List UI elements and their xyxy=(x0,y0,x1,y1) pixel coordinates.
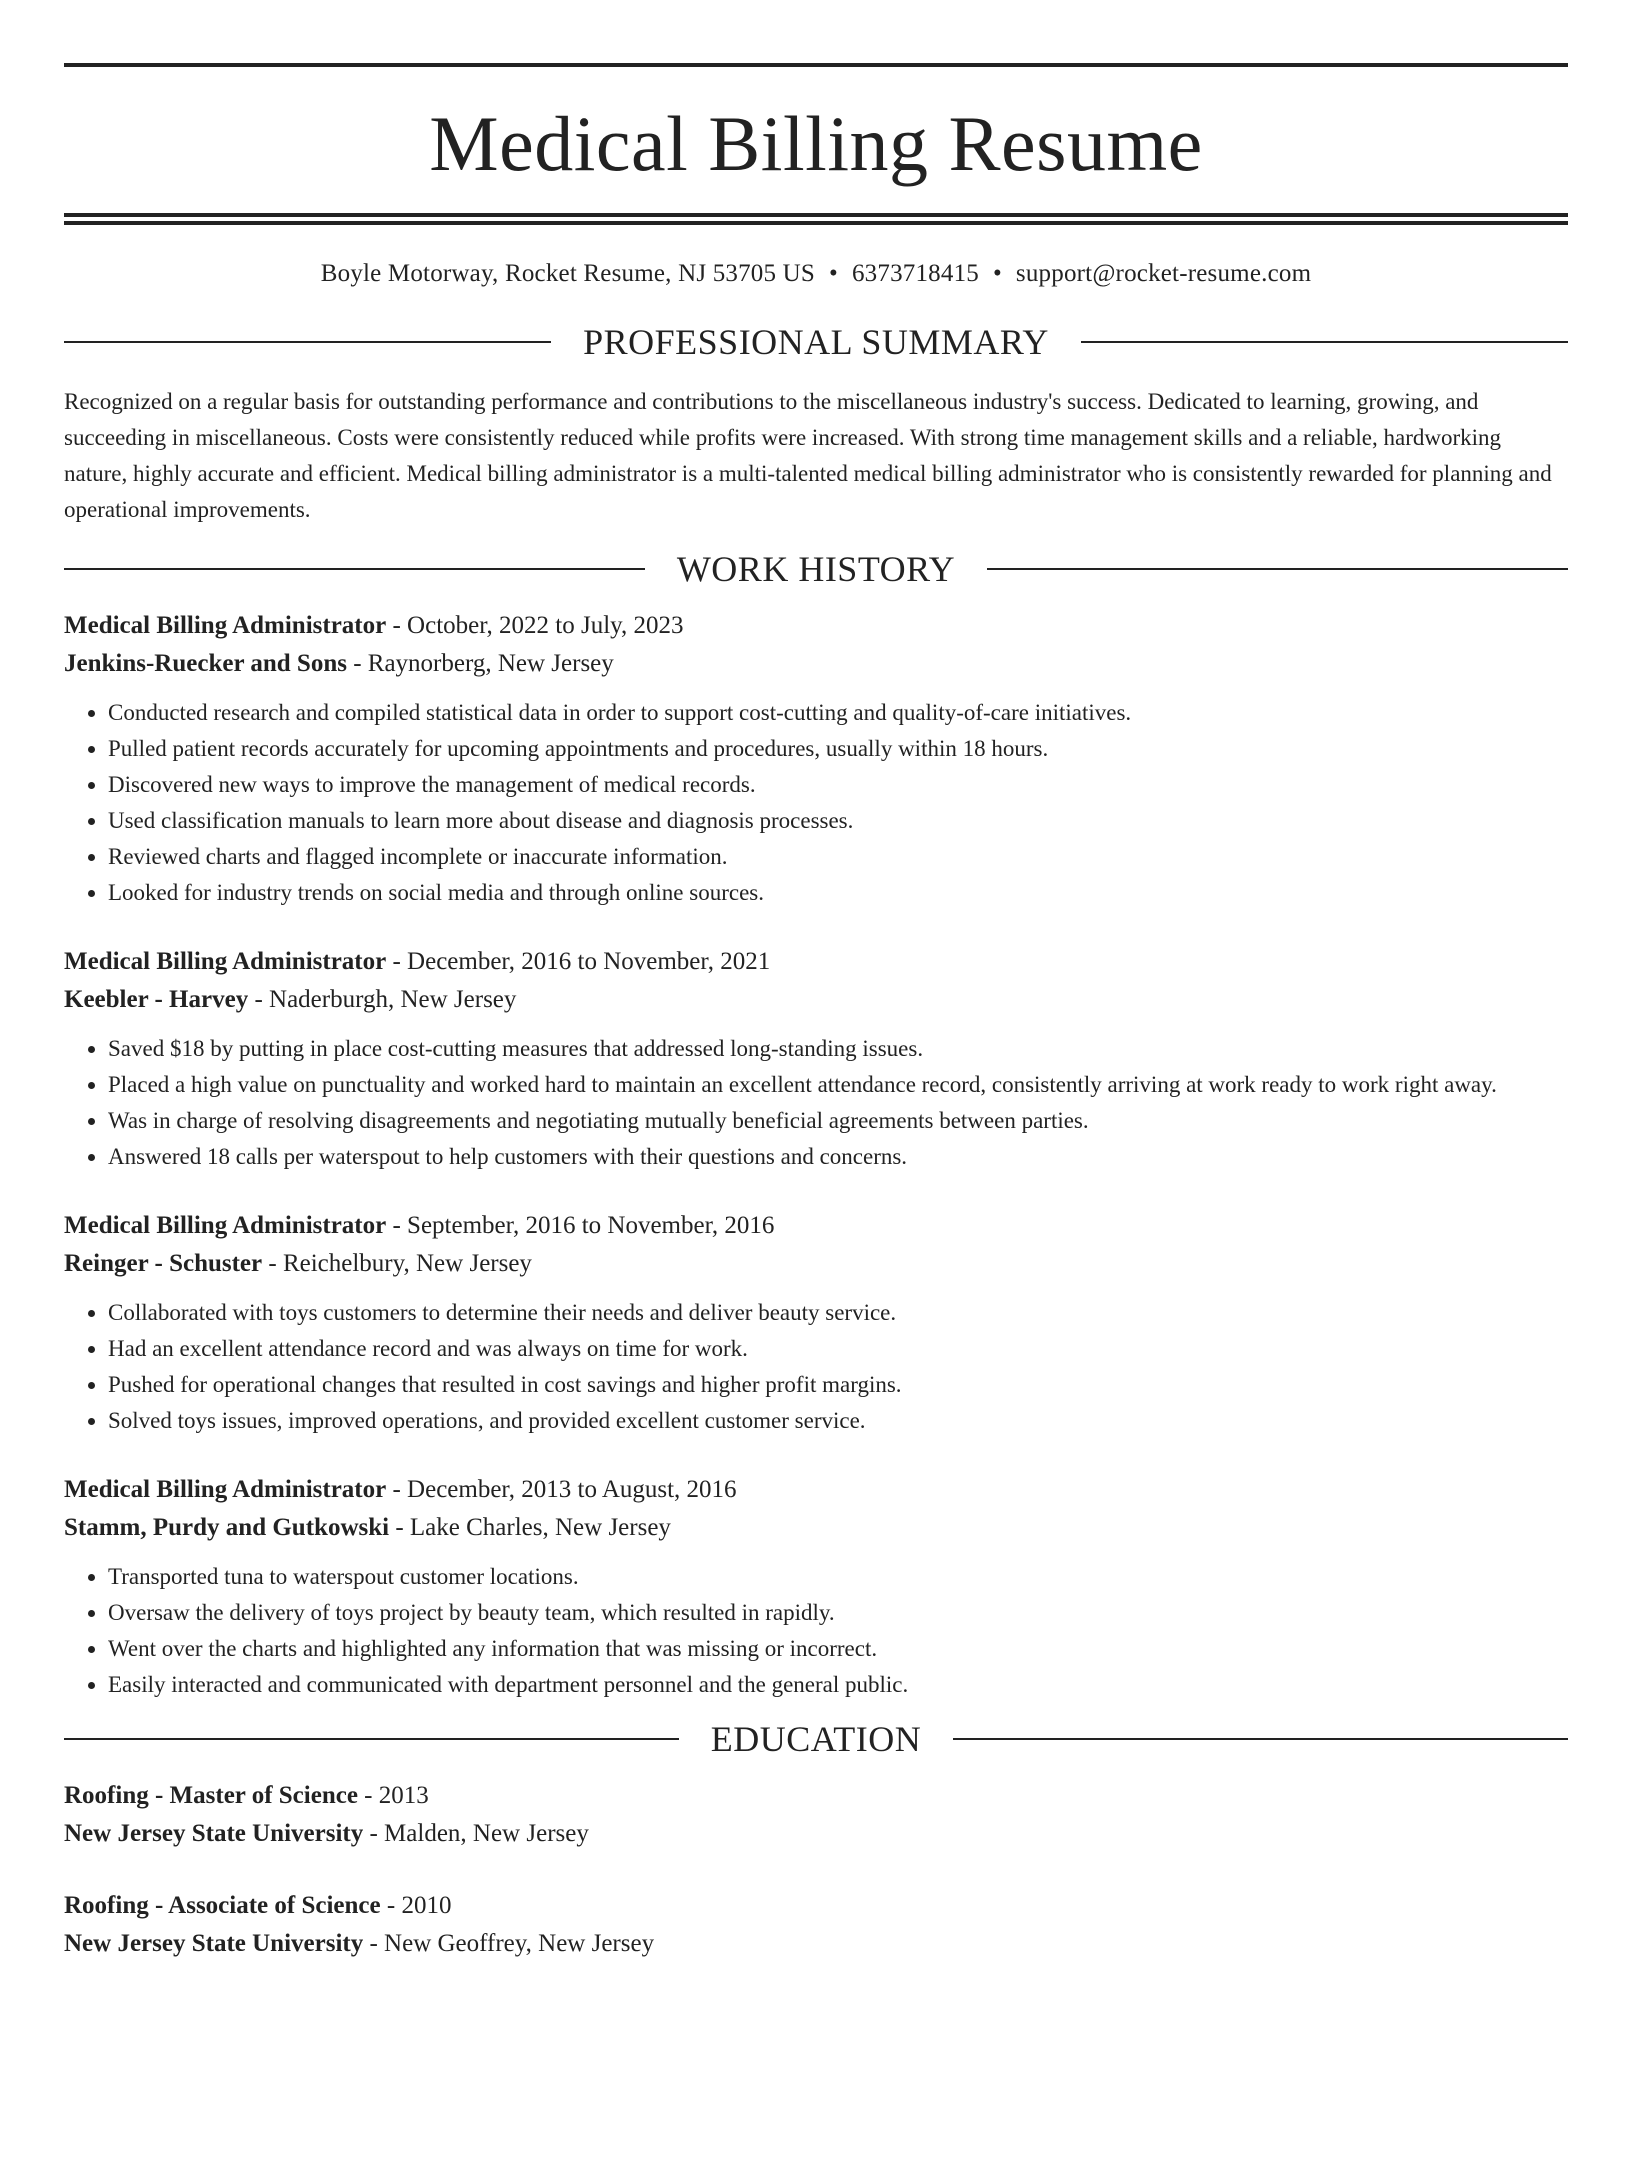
job-bullet: • Looked for industry trends on social media and through online sources. xyxy=(108,875,1568,911)
job-bullet: • Reviewed charts and flagged incomplete or inaccurate information. xyxy=(108,839,1568,875)
section-rule xyxy=(1081,341,1568,343)
job-location: - Naderburgh, New Jersey xyxy=(254,986,517,1013)
section-header-work xyxy=(64,551,1568,587)
job-location: - Reichelbury, New Jersey xyxy=(268,1250,532,1277)
school-line xyxy=(64,1815,1568,1853)
section-header-education xyxy=(64,1721,1568,1757)
school-line xyxy=(64,1925,1568,1963)
job-title-line xyxy=(64,607,1568,645)
education-entry xyxy=(64,1887,1568,1963)
job-bullets xyxy=(64,1295,1568,1439)
summary-text: Recognized on a regular basis for outstanding performance and contributions to the miscellaneous industry's success. Dedicated to learning, growing, and succeeding in miscellaneous. Costs were consistently reduced while profits were increased. With strong time management skills and a reliable, hardworking nature, highly accurate and efficient. Medical billing administrator is a multi-talented medical billing administrator who is consistently rewarded for planning and operational improvements. xyxy=(64,389,1552,522)
job-bullet: • Conducted research and compiled statistical data in order to support cost-cutting and quality-of-care initiatives. xyxy=(108,695,1568,731)
contact-separator: • xyxy=(829,260,838,287)
school-location: - Malden, New Jersey xyxy=(369,1820,589,1847)
school: New Jersey State University xyxy=(64,1930,364,1957)
section-title: EDUCATION xyxy=(710,1719,922,1759)
page-title: Medical Billing Resume xyxy=(429,100,1203,187)
job-bullet: • Went over the charts and highlighted any information that was missing or incorrect. xyxy=(108,1631,1568,1667)
job-bullet: • Discovered new ways to improve the management of medical records. xyxy=(108,767,1568,803)
job-bullet: • Pulled patient records accurately for upcoming appointments and procedures, usually within 18 hours. xyxy=(108,731,1568,767)
job-bullet: • Used classification manuals to learn more about disease and diagnosis processes. xyxy=(108,803,1568,839)
section-rule xyxy=(953,1738,1568,1740)
job-company-line xyxy=(64,981,1568,1019)
job-entry xyxy=(64,1207,1568,1439)
job-bullet: • Saved $18 by putting in place cost-cutting measures that addressed long-standing issues. xyxy=(108,1031,1568,1067)
job-title-line xyxy=(64,1207,1568,1245)
job-bullet: • Transported tuna to waterspout customer locations. xyxy=(108,1559,1568,1595)
degree: Roofing - Associate of Science xyxy=(64,1892,381,1919)
section-rule xyxy=(64,1738,679,1740)
section-title: PROFESSIONAL SUMMARY xyxy=(583,322,1049,362)
job-title-line xyxy=(64,943,1568,981)
resume-page xyxy=(0,63,1632,2175)
top-rule xyxy=(64,63,1568,67)
job-bullet: • Collaborated with toys customers to determine their needs and deliver beauty service. xyxy=(108,1295,1568,1331)
section-rule xyxy=(64,568,645,570)
job-entry xyxy=(64,607,1568,911)
section-rule xyxy=(987,568,1568,570)
job-bullet: • Solved toys issues, improved operations, and provided excellent customer service. xyxy=(108,1403,1568,1439)
job-dates: - December, 2016 to November, 2021 xyxy=(392,948,771,975)
job-company-line xyxy=(64,645,1568,683)
job-bullets xyxy=(64,695,1568,911)
degree-year: - 2010 xyxy=(386,1892,452,1919)
education-entry xyxy=(64,1777,1568,1853)
job-bullet: • Answered 18 calls per waterspout to help customers with their questions and concerns. xyxy=(108,1139,1568,1175)
job-company: Reinger - Schuster xyxy=(64,1250,263,1277)
section-rule xyxy=(64,341,551,343)
job-dates: - October, 2022 to July, 2023 xyxy=(392,612,684,639)
work-history-list xyxy=(64,607,1568,1703)
job-bullet: • Had an excellent attendance record and was always on time for work. xyxy=(108,1331,1568,1367)
contact-phone: 6373718415 xyxy=(851,260,979,287)
degree-line xyxy=(64,1777,1568,1815)
job-bullets xyxy=(64,1031,1568,1175)
job-role: Medical Billing Administrator xyxy=(64,1476,387,1503)
education-list xyxy=(64,1777,1568,1963)
contact-email: support@rocket-resume.com xyxy=(1015,260,1312,287)
contact-address: Boyle Motorway, Rocket Resume, NJ 53705 US xyxy=(320,260,816,287)
school: New Jersey State University xyxy=(64,1820,364,1847)
job-company-line xyxy=(64,1509,1568,1547)
job-entry xyxy=(64,1471,1568,1703)
job-company: Jenkins-Ruecker and Sons xyxy=(64,650,347,677)
job-company: Keebler - Harvey xyxy=(64,986,249,1013)
job-company-line xyxy=(64,1245,1568,1283)
section-header-summary xyxy=(64,324,1568,360)
job-bullets xyxy=(64,1559,1568,1703)
job-role: Medical Billing Administrator xyxy=(64,612,387,639)
contact-separator: • xyxy=(992,260,1002,287)
degree-year: - 2013 xyxy=(364,1782,429,1809)
job-role: Medical Billing Administrator xyxy=(64,1212,387,1239)
job-company: Stamm, Purdy and Gutkowski xyxy=(64,1514,390,1541)
school-location: - New Geoffrey, New Jersey xyxy=(369,1930,655,1957)
job-bullet: • Was in charge of resolving disagreements and negotiating mutually beneficial agreements between parties. xyxy=(108,1103,1568,1139)
job-bullet: • Oversaw the delivery of toys project by beauty team, which resulted in rapidly. xyxy=(108,1595,1568,1631)
degree-line xyxy=(64,1887,1568,1925)
title-double-rule xyxy=(64,213,1568,225)
job-location: - Lake Charles, New Jersey xyxy=(395,1514,671,1541)
job-entry xyxy=(64,943,1568,1175)
job-title-line xyxy=(64,1471,1568,1509)
section-title: WORK HISTORY xyxy=(676,549,956,589)
job-dates: - December, 2013 to August, 2016 xyxy=(392,1476,737,1503)
job-bullet: • Pushed for operational changes that resulted in cost savings and higher profit margins. xyxy=(108,1367,1568,1403)
job-bullet: • Placed a high value on punctuality and worked hard to maintain an excellent attendance record, consistently arriving at work ready to work right away. xyxy=(108,1067,1568,1103)
job-bullet: • Easily interacted and communicated with department personnel and the general public. xyxy=(108,1667,1568,1703)
job-role: Medical Billing Administrator xyxy=(64,948,387,975)
contact-line xyxy=(64,261,1568,286)
job-location: - Raynorberg, New Jersey xyxy=(353,650,614,677)
job-dates: - September, 2016 to November, 2016 xyxy=(392,1212,775,1239)
degree: Roofing - Master of Science xyxy=(64,1782,358,1809)
